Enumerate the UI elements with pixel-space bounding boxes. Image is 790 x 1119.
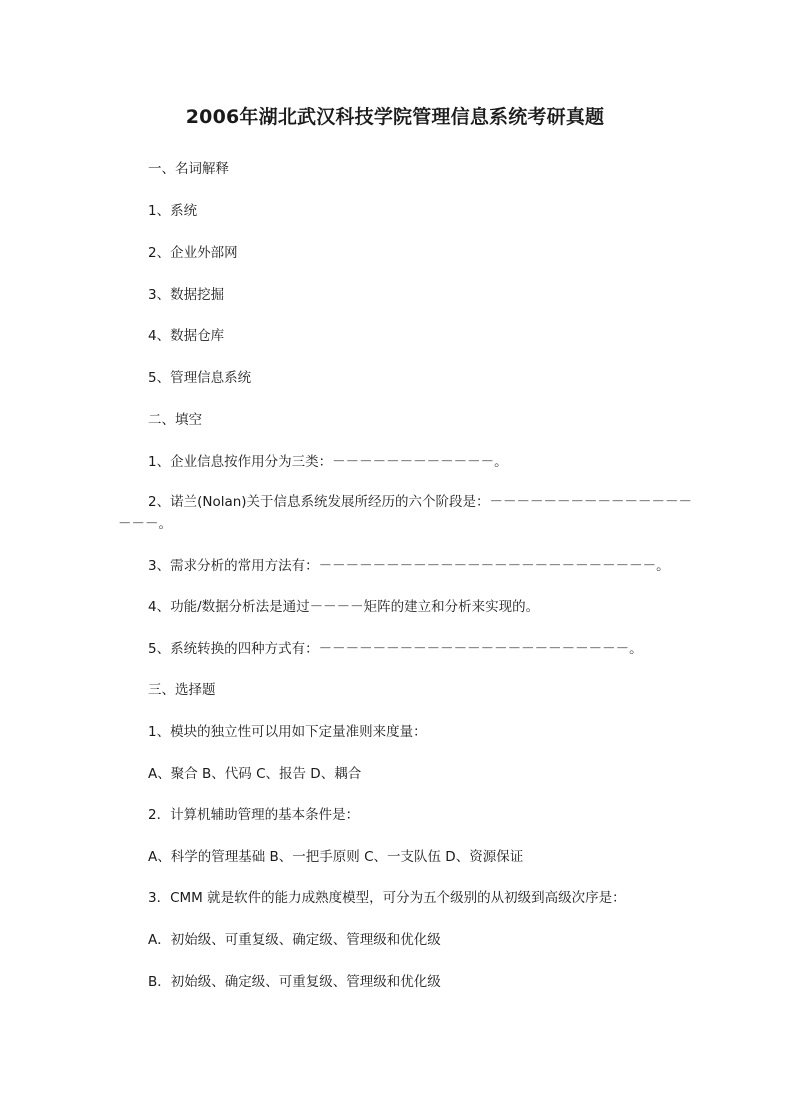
fill-item-3: 3、需求分析的常用方法有：－－－－－－－－－－－－－－－－－－－－－－－－－。	[148, 558, 670, 574]
choice-options-2: A、科学的管理基础 B、一把手原则 C、一支队伍 D、资源保证	[148, 849, 524, 865]
term-item-4: 4、数据仓库	[148, 328, 225, 344]
choice-option-3a: A．初始级、可重复级、确定级、管理级和优化级	[148, 932, 441, 948]
section-heading-fill: 二、填空	[148, 412, 202, 428]
fill-item-1: 1、企业信息按作用分为三类：－－－－－－－－－－－－。	[148, 454, 508, 470]
choice-question-2: 2．计算机辅助管理的基本条件是：	[148, 807, 360, 823]
choice-question-3: 3．CMM 就是软件的能力成熟度模型，可分为五个级别的从初级到高级次序是：	[148, 890, 626, 906]
section-heading-terms: 一、名词解释	[148, 161, 229, 177]
choice-options-1: A、聚合 B、代码 C、报告 D、耦合	[148, 766, 362, 782]
document-title: 2006年湖北武汉科技学院管理信息系统考研真题	[185, 106, 605, 128]
fill-item-2: 2、诺兰(Nolan)关于信息系统发展所经历的六个阶段是：－－－－－－－－－－－－－－－－－－。	[118, 494, 693, 532]
section-heading-choice: 三、选择题	[148, 682, 216, 698]
choice-question-1: 1、模块的独立性可以用如下定量准则来度量：	[148, 724, 427, 740]
term-item-1: 1、系统	[148, 203, 198, 219]
term-item-5: 5、管理信息系统	[148, 370, 252, 386]
fill-item-4: 4、功能/数据分析法是通过－－－－矩阵的建立和分析来实现的。	[148, 599, 540, 615]
term-item-3: 3、数据挖掘	[148, 287, 225, 303]
term-item-2: 2、企业外部网	[148, 245, 238, 261]
fill-item-5: 5、系统转换的四种方式有：－－－－－－－－－－－－－－－－－－－－－－－。	[148, 641, 643, 657]
choice-option-3b: B．初始级、确定级、可重复级、管理级和优化级	[148, 974, 441, 990]
